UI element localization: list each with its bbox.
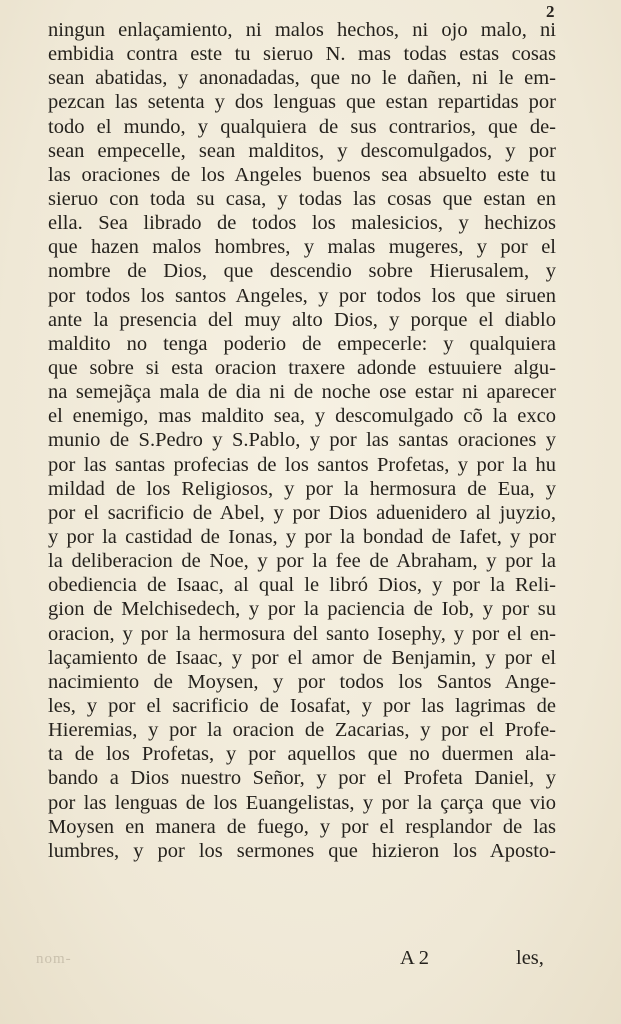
text-line: por todos los santos Angeles, y por todos los que siruen — [48, 284, 556, 307]
text-line: sieruo con toda su casa, y todas las cosas que estan en — [48, 187, 556, 210]
text-line: na semejãça mala de dia ni de noche ose estar ni aparecer — [48, 381, 556, 404]
body-text — [48, 18, 556, 863]
text-line: bando a Dios nuestro Señor, y por el Profeta Daniel, y — [48, 767, 556, 790]
text-line: ella. Sea librado de todos los malesicios, y hechizos — [48, 212, 556, 235]
text-line: que hazen malos hombres, y malas mugeres, y por el — [48, 236, 556, 259]
page-footer — [36, 943, 556, 973]
text-line: por las lenguas de los Euangelistas, y por la çarça que vio — [48, 791, 556, 814]
text-line: ningun enlaçamiento, ni malos hechos, ni ojo malo, ni — [48, 19, 556, 41]
text-line: nacimiento de Moysen, y por todos los Santos Ange- — [48, 670, 556, 693]
text-line: y por la castidad de Ionas, y por la bondad de Iafet, y por — [48, 525, 556, 548]
text-line: pezcan las setenta y dos lenguas que estan repartidas por — [48, 91, 556, 114]
text-line: ante la presencia del muy alto Dios, y porque el diablo — [48, 308, 556, 331]
text-line: ta de los Profetas, y por aquellos que no duermen ala- — [48, 743, 556, 766]
text-line: Moysen en manera de fuego, y por el resplandor de las — [48, 815, 556, 838]
text-line: Hieremias, y por la oracion de Zacarias, y por el Profe- — [48, 719, 556, 742]
bleed-through-text: nom- — [36, 951, 72, 967]
text-line: nombre de Dios, que descendio sobre Hierusalem, y — [48, 260, 556, 283]
text-line: munio de S.Pedro y S.Pablo, y por las santas oraciones y — [48, 429, 556, 452]
text-line: que sobre si esta oracion traxere adonde estuuiere algu- — [48, 356, 556, 379]
page-number: 2 — [546, 2, 555, 21]
text-line: lumbres, y por los sermones que hizieron los Apostо- — [48, 839, 556, 862]
text-line: la deliberacion de Noe, y por la fee de Abraham, y por la — [48, 550, 556, 573]
text-line: gion de Melchisedech, y por la paciencia de Iob, y por su — [48, 598, 556, 621]
text-line: les, y por el sacrificio de Iosafat, y por las lagrimas de — [48, 694, 556, 717]
text-line: oracion, y por la hermosura del santo Iosephy, y por el en- — [48, 622, 556, 645]
text-line: el enemigo, mas maldito sea, y descomulgado cõ la exco — [48, 405, 556, 428]
text-line: por el sacrificio de Abel, y por Dios aduenidero al juyzio, — [48, 501, 556, 524]
text-line: por las santas profecias de los santos Profetas, y por la hu — [48, 453, 556, 476]
signature-mark: A 2 — [400, 947, 430, 969]
text-line: sean abatidas, y anonadadas, que no le dañen, ni le em- — [48, 67, 556, 90]
text-line: mildad de los Religiosos, y por la hermosura de Eua, y — [48, 477, 556, 500]
text-line: laçamiento de Isaac, y por el amor de Benjamin, y por el — [48, 646, 556, 669]
text-line: sean empecelle, sean malditos, y descomulgados, y por — [48, 139, 556, 162]
text-line: embidia contra este tu sieruo N. mas todas estas cosas — [48, 43, 556, 66]
text-line: todo el mundo, y qualquiera de sus contrarios, que de- — [48, 115, 556, 138]
text-line: las oraciones de los Angeles buenos sea absuelto este tu — [48, 163, 556, 186]
catchword: les, — [516, 947, 544, 969]
text-line: maldito no tenga poderio de empecerle: y qualquiera — [48, 332, 556, 355]
text-line: obediencia de Isaac, al qual le libró Dios, y por la Reli- — [48, 574, 556, 597]
